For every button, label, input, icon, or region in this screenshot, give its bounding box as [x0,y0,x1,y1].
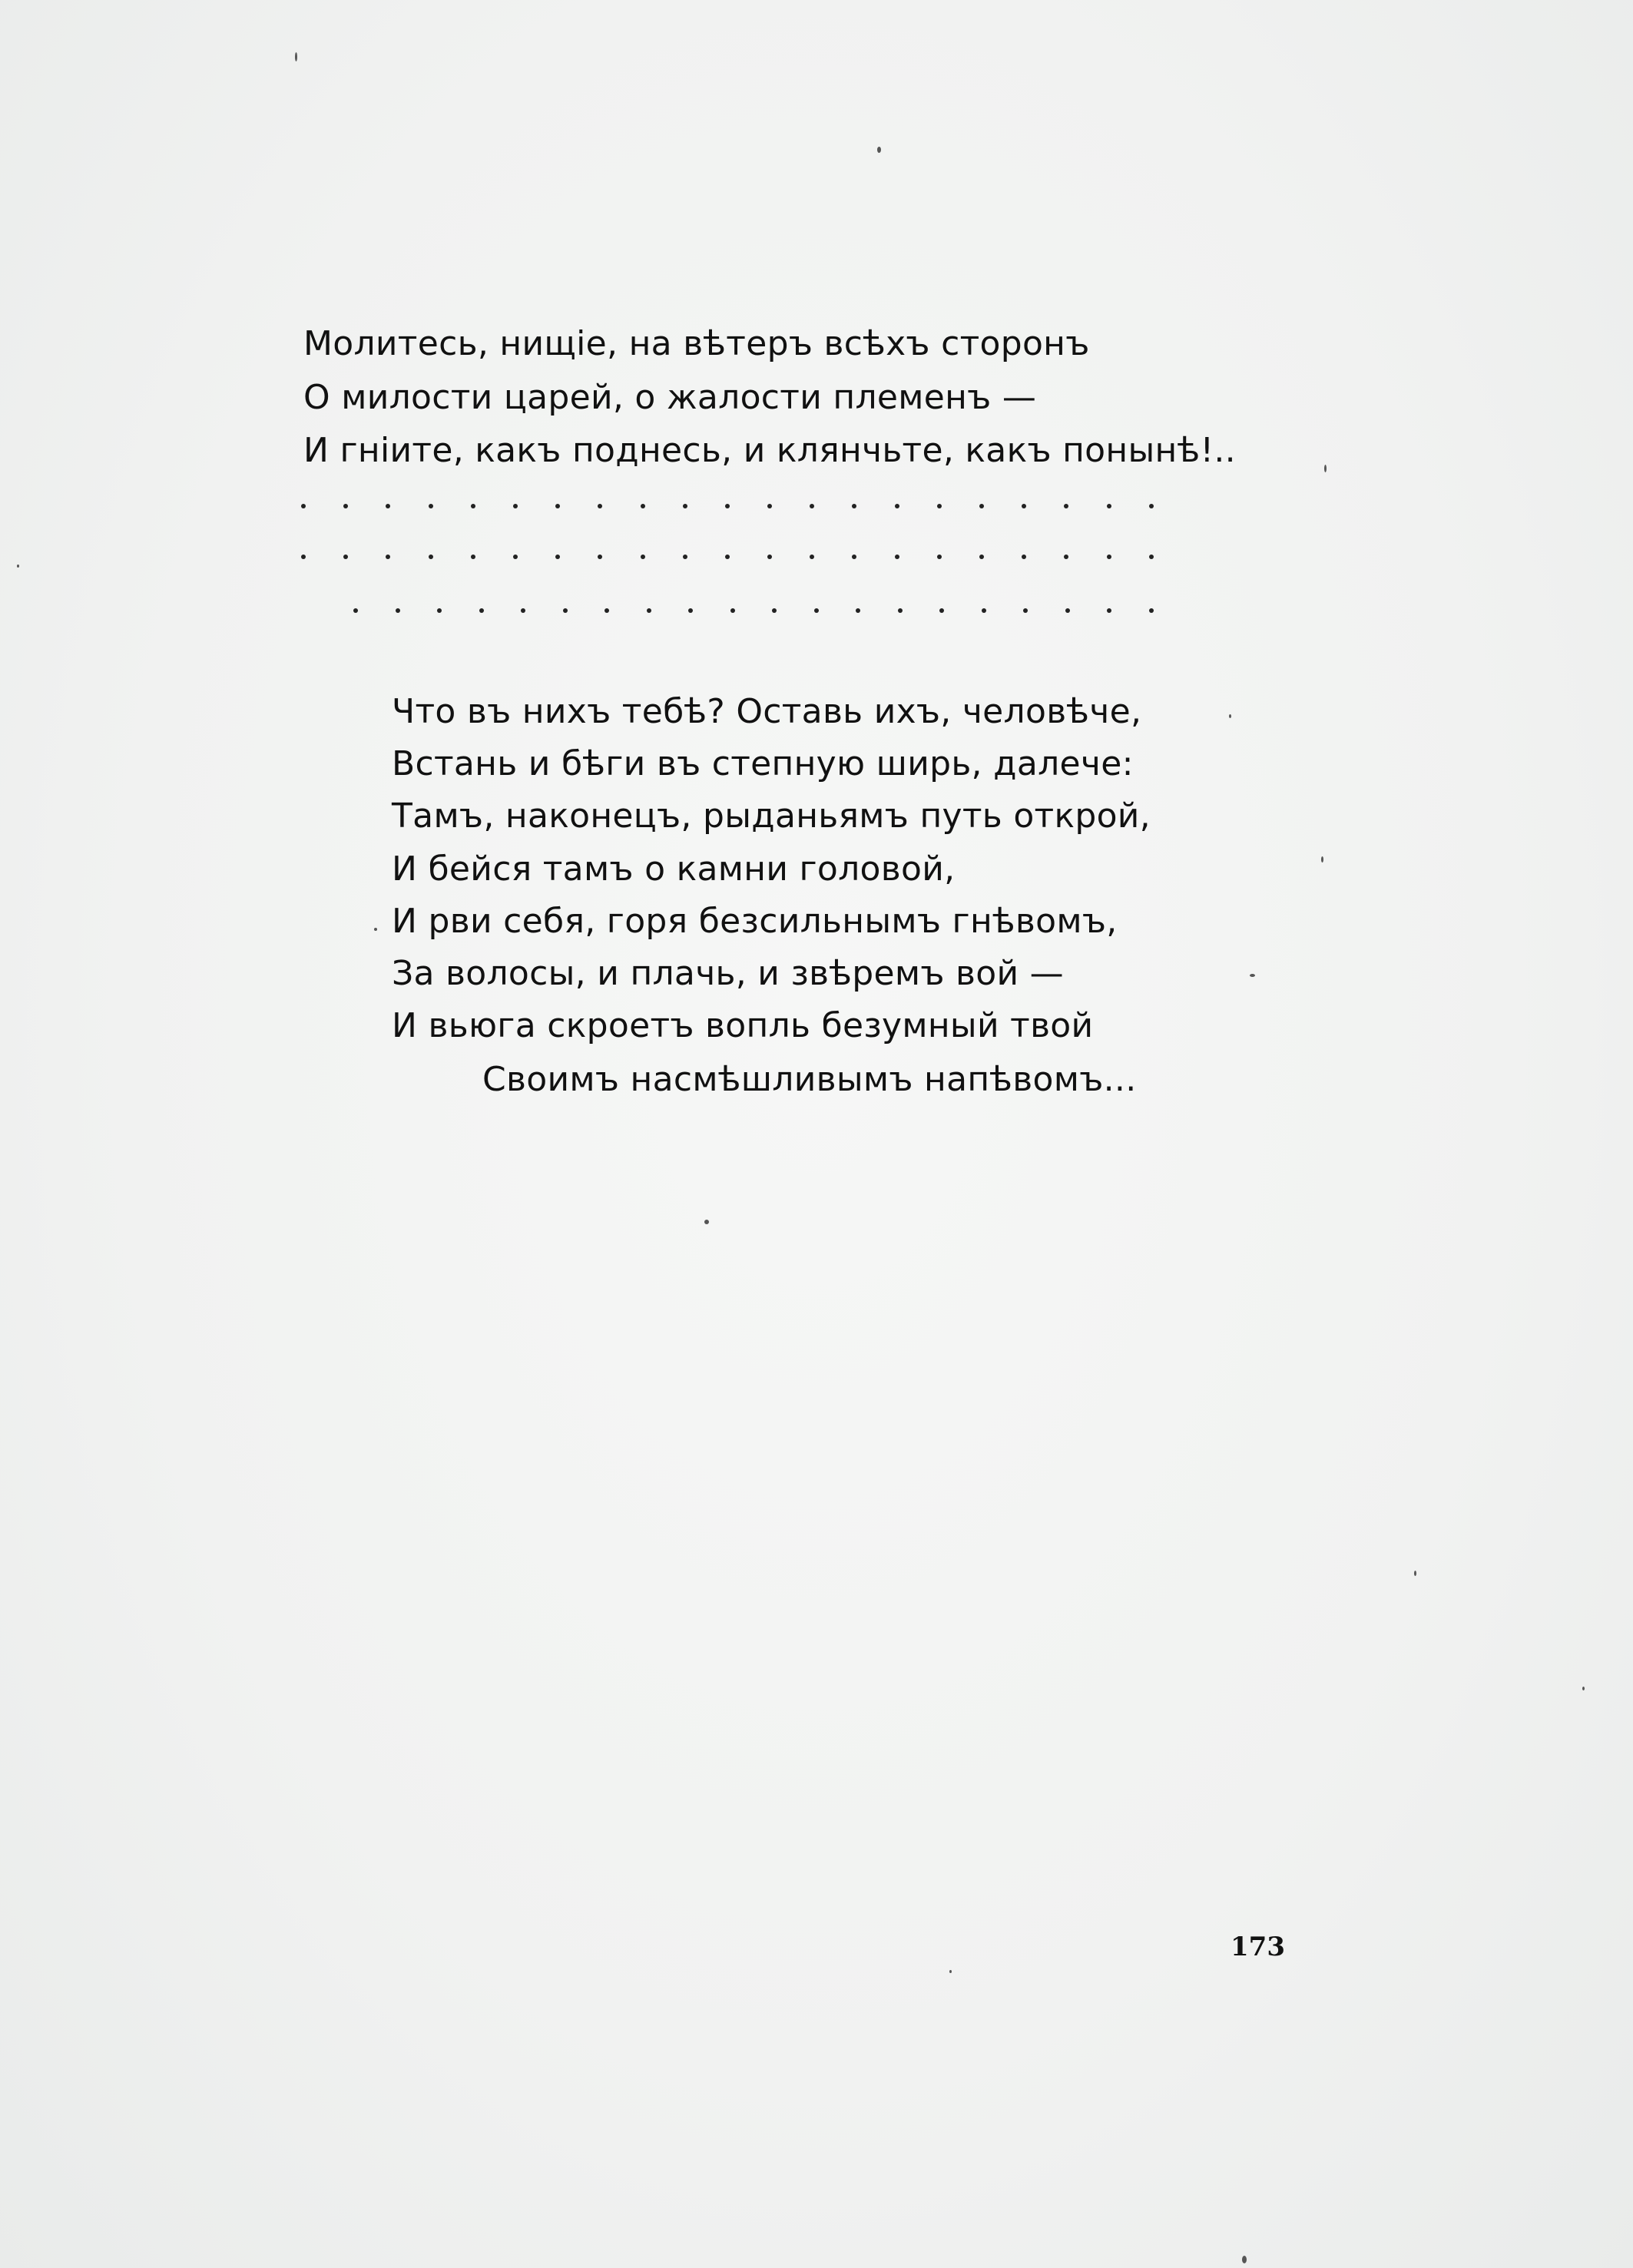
poem-line: За волосы, и плачь, и звѣремъ вой — [392,954,1064,993]
page-number: 173 [1231,1932,1285,1962]
dot-row [353,608,1154,616]
poem-line: О милости царей, о жалости племенъ — [303,378,1037,417]
poem-line: Встань и бѣги въ степную ширь, далече: [392,744,1134,783]
poem-line: Молитесь, нищіе, на вѣтеръ всѣхъ сторонъ [303,324,1090,363]
poem-line: И рви себя, горя безсильнымъ гнѣвомъ, [392,902,1118,941]
poem-line: И вьюга скроетъ вопль безумный твой [392,1006,1094,1045]
poem-line: И бейся тамъ о камни головой, [392,849,956,889]
poem-line: Тамъ, наконецъ, рыданьямъ путь открой, [392,796,1151,836]
poem-line: Что въ нихъ тебѣ? Оставь ихъ, человѣче, [392,692,1142,731]
dot-row [301,555,1154,562]
poem-line-indented: Своимъ насмѣшливымъ напѣвомъ... [482,1060,1137,1099]
poem-line: И гніите, какъ поднесь, и клянчьте, какъ понынѣ!.. [303,431,1236,470]
dot-row [301,504,1154,512]
